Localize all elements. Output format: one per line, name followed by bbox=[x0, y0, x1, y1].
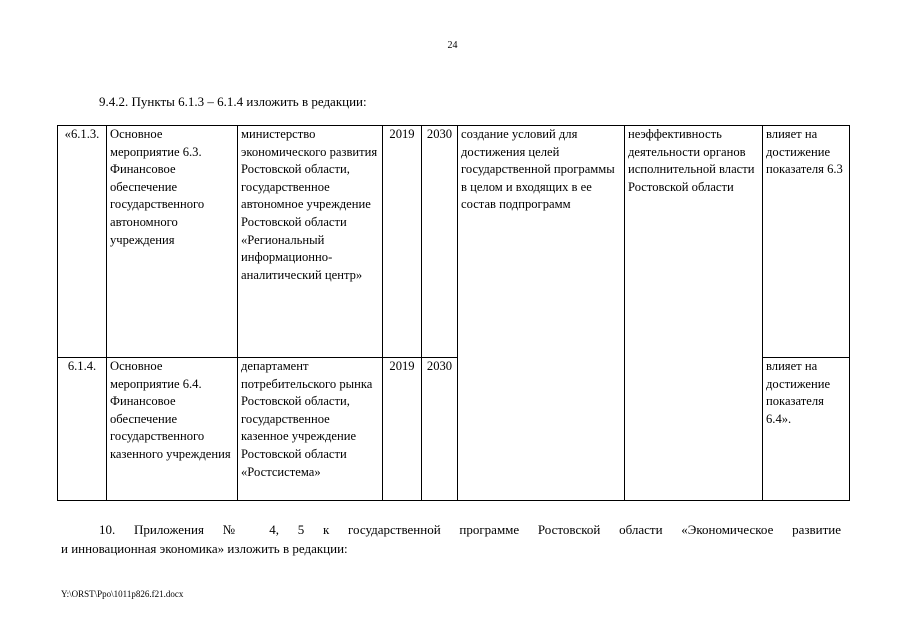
start-year: 2019 bbox=[383, 126, 422, 358]
activity-name: Основное мероприятие 6.4. Финансовое обеспечение государственного казенного учреждения bbox=[107, 358, 238, 501]
table-row bbox=[58, 126, 850, 358]
paragraph-10 bbox=[61, 520, 841, 558]
indicator-link: влияет на достижение показателя 6.4». bbox=[763, 358, 850, 501]
start-year: 2019 bbox=[383, 358, 422, 501]
expected-result: создание условий для достижения целей государственной программы в целом и входящих в ее состав подпрограмм bbox=[458, 126, 625, 501]
item-number: «6.1.3. bbox=[58, 126, 107, 358]
executor: министерство экономического развития Ростовской области, государственное автономное учреждение Ростовской области «Региональный информационно-аналитический центр» bbox=[238, 126, 383, 358]
item-number: 6.1.4. bbox=[58, 358, 107, 501]
paragraph-line: 10. Приложения № 4, 5 к государственной программе Ростовской области «Экономическое развитие bbox=[99, 522, 841, 537]
non-implementation-consequence: неэффективность деятельности органов исполнительной власти Ростовской области bbox=[625, 126, 763, 501]
intro-text: 9.4.2. Пункты 6.1.3 – 6.1.4 изложить в редакции: bbox=[99, 94, 367, 109]
end-year: 2030 bbox=[422, 126, 458, 358]
indicator-link: влияет на достижение показателя 6.3 bbox=[763, 126, 850, 358]
file-path-footer: Y:\ORST\Ppo\1011p826.f21.docx bbox=[61, 589, 184, 599]
activities-table bbox=[57, 125, 850, 501]
end-year: 2030 bbox=[422, 358, 458, 501]
executor: департамент потребительского рынка Ростовской области, государственное казенное учреждение Ростовской области «Ростсистема» bbox=[238, 358, 383, 501]
page-number: 24 bbox=[447, 40, 458, 51]
activity-name: Основное мероприятие 6.3. Финансовое обеспечение государственного автономного учреждения bbox=[107, 126, 238, 358]
paragraph-line: и инновационная экономика» изложить в редакции: bbox=[61, 541, 348, 556]
